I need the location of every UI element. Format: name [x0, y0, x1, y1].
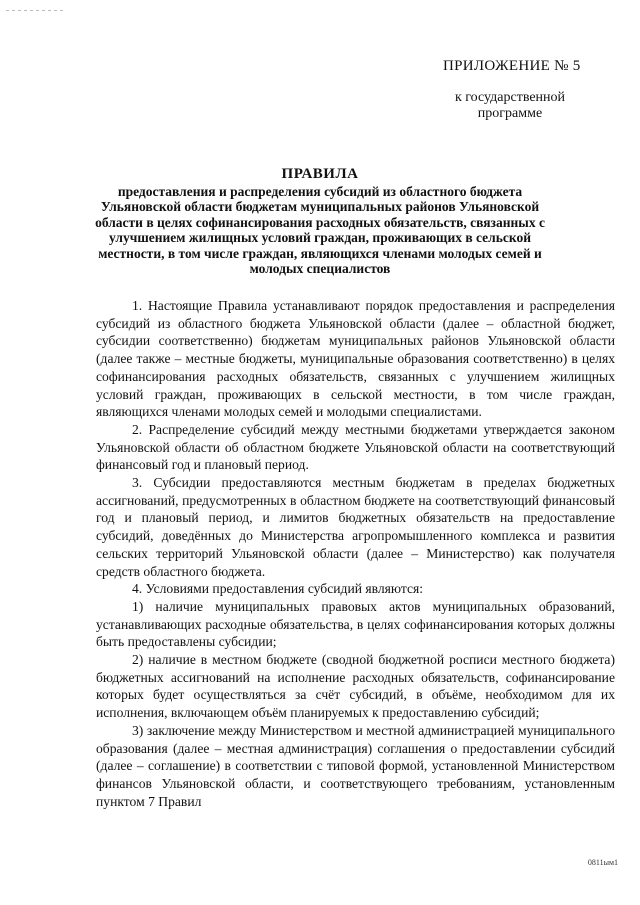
paragraph-4: 4. Условиями предоставления субсидий являются: — [132, 581, 424, 597]
appendix-number: ПРИЛОЖЕНИЕ № 5 — [443, 58, 581, 74]
paragraph-1: 1. Настоящие Правила устанавливают порядок предоставления и распределения субсидий из областного бюджета Ульяновской области (далее – областной бюджет, субсидии соответственно) бюджетам муниципальных районов Ульяновской области (далее также – местные бюджеты, муниципальные образования соответственно) в целях софинансирования расходных обязательств, связанных с улучшением жилищных условий граждан, проживающих в сельской местности, в том числе граждан, являющихся членами молодых семей и молодыми специалистами. — [96, 298, 615, 420]
appendix-reference — [430, 90, 590, 122]
document-body — [96, 297, 615, 810]
scan-artifact-line — [6, 10, 66, 11]
footer-document-code: 0811ым1 — [587, 858, 618, 867]
appendix-reference-line-1: к государственной — [454, 90, 566, 105]
paragraph-3: 3. Субсидии предоставляются местным бюджетам в пределах бюджетных ассигнований, предусмотренных в областном бюджете на соответствующий финансовый год и плановый период, и лимитов бюджетных обязательств на предоставление субсидий, доведённых до Министерства агропромышленного комплекса и развития сельских территорий Ульяновской области (далее – Министерство) как получателя средств областного бюджета. — [96, 475, 615, 579]
document-title: ПРАВИЛА — [281, 166, 359, 182]
paragraph-4-item-3: 3) заключение между Министерством и местной администрацией муниципального образования (далее – местная администрация) соглашения о предоставлении субсидий (далее – соглашение) в соответствии с типовой формой, установленной Министерством финансов Ульяновской области, и соответствующего требованиям, установленным пунктом 7 Правил — [96, 722, 615, 809]
appendix-reference-line-2: программе — [477, 106, 543, 121]
paragraph-2: 2. Распределение субсидий между местными бюджетами утверждается законом Ульяновской области об областном бюджете Ульяновской области на соответствующий финансовый год и плановый период. — [96, 421, 615, 473]
document-subtitle: предоставления и распределения субсидий из областного бюджета Ульяновской области бюджетам муниципальных районов Ульяновской области в целях софинансирования расходных обязательств, связанных с улучшением жилищных условий граждан, проживающих в сельской местности, в том числе граждан, являющихся членами молодых семей и молодых специалистов — [95, 184, 545, 277]
paragraph-4-item-1: 1) наличие муниципальных правовых актов муниципальных образований, устанавливающих расходные обязательства, в целях софинансирования которых должны быть предоставлены субсидии; — [96, 598, 615, 650]
paragraph-4-item-2: 2) наличие в местном бюджете (сводной бюджетной росписи местного бюджета) бюджетных ассигнований на исполнение расходных обязательств, софинансирование которых будет осуществляться за счёт субсидий, в объёме, необходимом для их исполнения, включающем объём планируемых к предоставлению субсидий; — [96, 652, 615, 721]
